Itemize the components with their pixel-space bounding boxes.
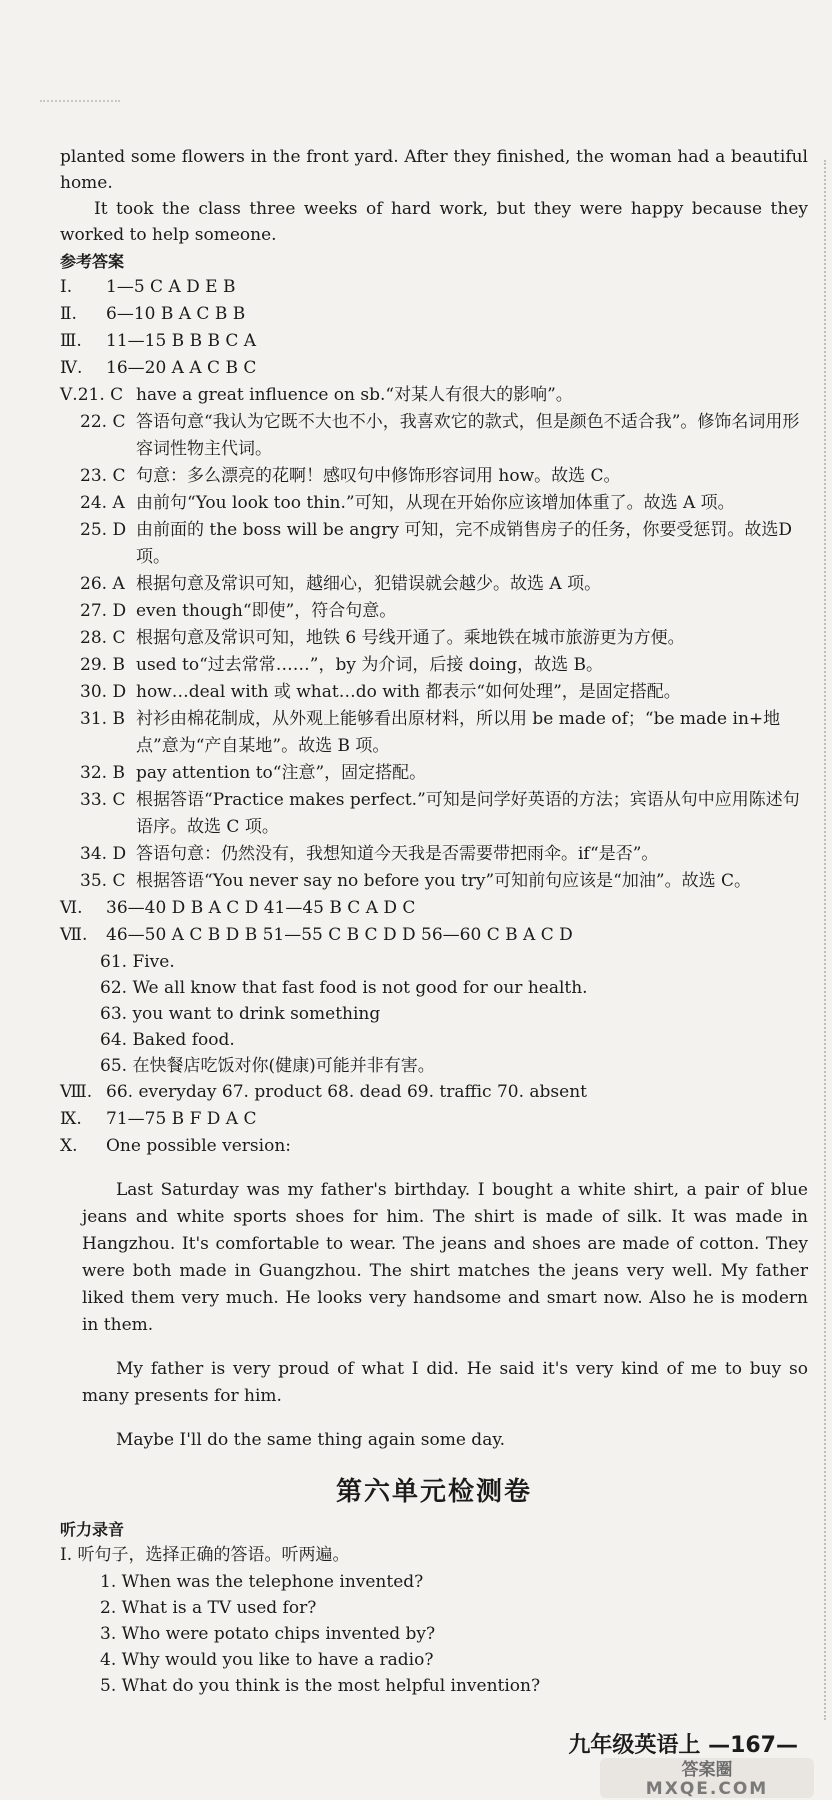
answer-text-block — [60, 144, 808, 1699]
answer-group-6: Ⅵ. 36—40 D B A C D 41—45 B C A D C — [60, 898, 416, 918]
scan-edge-marks — [40, 100, 120, 104]
answer-item-64: 64. Baked food. — [100, 1030, 235, 1050]
listening-item-3: 3. Who were potato chips invented by? — [100, 1624, 436, 1644]
answer-group-7: Ⅶ. 46—50 A C B D B 51—55 C B C D D 56—60 C B A C D — [60, 925, 573, 945]
answer-item-22: 22. C 答语句意“我认为它既不大也不小，我喜欢它的款式，但是颜色不适合我”。修饰名词用形容词性物主代词。 — [80, 412, 800, 459]
essay-paragraph-2: My father is very proud of what I did. He said it's very kind of me to buy so many presents for him. — [82, 1359, 808, 1406]
answer-item-26: 26. A 根据句意及常识可知，越细心，犯错误就会越少。故选 A 项。 — [80, 574, 602, 594]
answer-item-62: 62. We all know that fast food is not good for our health. — [100, 978, 588, 998]
answer-item-29: 29. B used to“过去常常……”，by 为介词，后接 doing，故选 B。 — [80, 655, 604, 675]
watermark-url: MXQE.COM — [645, 1779, 769, 1798]
watermark-title: 答案圈 — [681, 1760, 733, 1780]
answer-item-35: 35. C 根据答语“You never say no before you try”可知前句应该是“加油”。故选 C。 — [80, 871, 751, 891]
answer-item-21: Ⅴ.21. C have a great influence on sb.“对某人有很大的影响”。 — [60, 385, 573, 405]
answer-group-8: Ⅷ. 66. everyday 67. product 68. dead 69. traffic 70. absent — [60, 1082, 587, 1102]
essay-paragraph-1: Last Saturday was my father's birthday. I bought a white shirt, a pair of blue jeans and white sports shoes for him. The shirt is made of silk. It was made in Hangzhou. It's comfortable to wear. The jeans and shoes are made of cotton. They were both made in Guangzhou. The shirt matches the jeans very well. My father liked them very much. He looks very handsome and smart now. Also he is modern in them. — [82, 1180, 808, 1335]
answer-item-65: 65. 在快餐店吃饭对你(健康)可能并非有害。 — [100, 1056, 435, 1076]
answer-item-61: 61. Five. — [100, 952, 175, 972]
answer-item-33: 33. C 根据答语“Practice makes perfect.”可知是问学好英语的方法；宾语从句中应用陈述句语序。故选 C 项。 — [80, 790, 800, 837]
listening-item-2: 2. What is a TV used for? — [100, 1598, 317, 1618]
page-footer: 九年级英语上 —167— — [568, 1733, 798, 1758]
intro-paragraph-2: It took the class three weeks of hard work, but they were happy because they worked to help someone. — [60, 199, 808, 245]
page-edge-dots — [822, 160, 826, 1720]
answer-item-32: 32. B pay attention to“注意”，固定搭配。 — [80, 763, 427, 783]
listening-section: Ⅰ. 听句子，选择正确的答语。听两遍。 — [60, 1545, 350, 1565]
watermark-logo — [600, 1758, 814, 1798]
answer-item-63: 63. you want to drink something — [100, 1004, 381, 1024]
intro-paragraph-1: planted some flowers in the front yard. After they finished, the woman had a beautiful home. — [60, 147, 808, 193]
listening-item-5: 5. What do you think is the most helpful invention? — [100, 1676, 541, 1696]
answer-group-4: Ⅳ. 16—20 A A C B C — [60, 358, 257, 378]
answer-item-27: 27. D even though“即使”，符合句意。 — [80, 601, 397, 621]
answer-group-10: Ⅹ. One possible version: — [60, 1136, 291, 1156]
answer-group-3: Ⅲ. 11—15 B B B C A — [60, 331, 257, 351]
answer-item-30: 30. D how…deal with 或 what…do with 都表示“如何处理”，是固定搭配。 — [80, 682, 681, 702]
answer-item-34: 34. D 答语句意：仍然没有，我想知道今天我是否需要带把雨伞。if“是否”。 — [80, 844, 659, 864]
answer-item-23: 23. C 句意：多么漂亮的花啊！感叹句中修饰形容词用 how。故选 C。 — [80, 466, 621, 486]
listening-item-4: 4. Why would you like to have a radio? — [100, 1650, 434, 1670]
listening-item-1: 1. When was the telephone invented? — [100, 1572, 424, 1592]
listening-heading: 听力录音 — [60, 1520, 125, 1539]
answer-item-31: 31. B 衬衫由棉花制成，从外观上能够看出原材料，所以用 be made of；“be made in+地点”意为“产自某地”。故选 B 项。 — [80, 709, 781, 756]
answer-key-heading: 参考答案 — [60, 252, 125, 271]
answer-group-1: Ⅰ. 1—5 C A D E B — [60, 277, 236, 297]
answer-group-2: Ⅱ. 6—10 B A C B B — [60, 304, 246, 324]
answer-group-9: Ⅸ. 71—75 B F D A C — [60, 1109, 257, 1129]
answer-item-28: 28. C 根据句意及常识可知，地铁 6 号线开通了。乘地铁在城市旅游更为方便。 — [80, 628, 685, 648]
answer-item-24: 24. A 由前句“You look too thin.”可知，从现在开始你应该增加体重了。故选 A 项。 — [80, 493, 735, 513]
answer-item-25: 25. D 由前面的 the boss will be angry 可知，完不成销售房子的任务，你要受惩罚。故选D 项。 — [80, 520, 792, 567]
essay-paragraph-3: Maybe I'll do the same thing again some day. — [116, 1430, 506, 1450]
unit-title: 第六单元检测卷 — [335, 1477, 532, 1507]
